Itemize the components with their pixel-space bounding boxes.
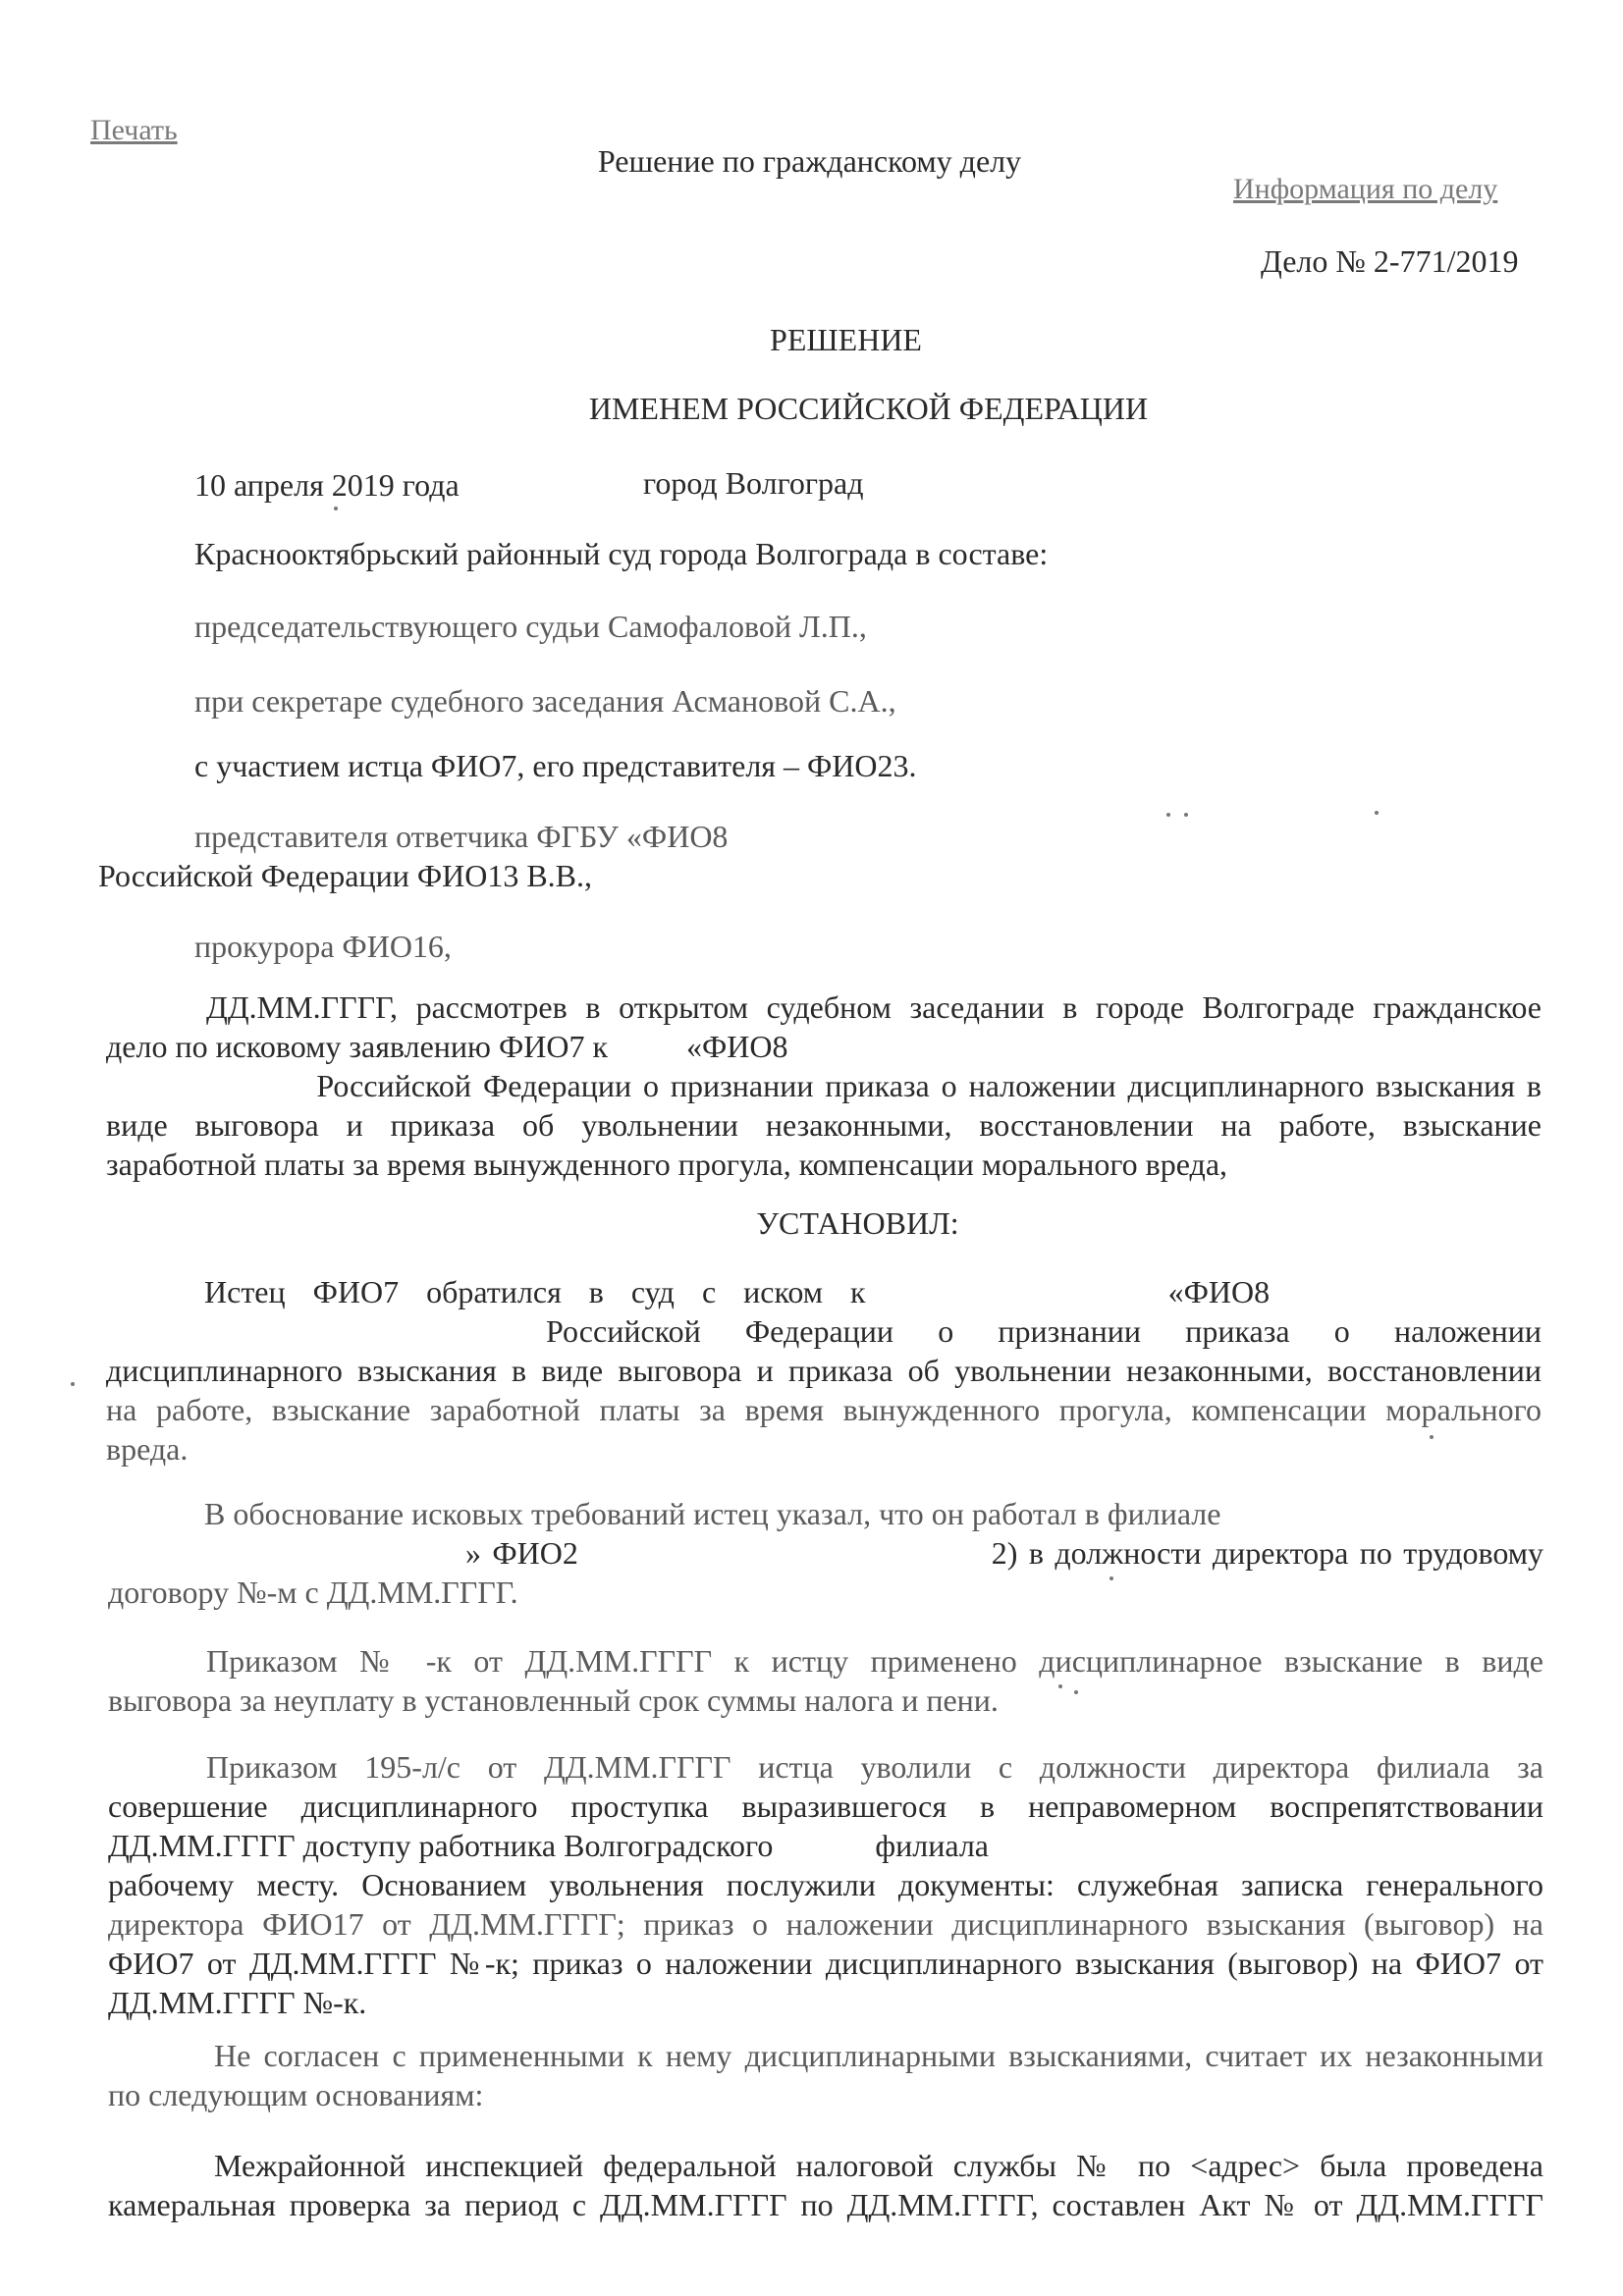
scan-speck	[1375, 811, 1379, 815]
scan-speck	[1109, 1576, 1113, 1580]
defendant-rep-line-1: представителя ответчика ФГБУ «ФИО8	[194, 819, 729, 854]
dismissal-line: директора ФИО17 от ДД.ММ.ГГГГ; приказ о наложении дисциплинарного взыскания (выговор) на	[108, 1906, 1543, 1942]
intro-paragraph	[106, 988, 1542, 1184]
inspection-line: камеральная проверка за период с ДД.ММ.ГГГГ по ДД.ММ.ГГГГ, составлен Акт № от ДД.ММ.ГГГГ	[108, 2187, 1543, 2222]
claim-line: вреда.	[106, 1431, 189, 1467]
order-reprimand-paragraph	[108, 1641, 1543, 1720]
order-reprimand-line: выговора за неуплату в установленный срок суммы налога и пени.	[108, 1682, 999, 1718]
claim-line: на работе, взыскание заработной платы за время вынужденного прогула, компенсации морального	[106, 1392, 1542, 1427]
judge-line: председательствующего судьи Самофаловой Л.П.,	[194, 609, 867, 644]
page-title: Решение по гражданскому делу	[597, 143, 1022, 179]
grounds-line: договору №-м с ДД.ММ.ГГГГ.	[108, 1575, 518, 1610]
defendant-rep-line-2: Российской Федерации ФИО13 В.В.,	[98, 858, 593, 893]
court-composition: Краснооктябрьский районный суд города Волгограда в составе:	[194, 536, 1049, 571]
scan-speck	[1166, 813, 1170, 817]
scan-speck	[1184, 813, 1188, 817]
order-reprimand-line: Приказом № -к от ДД.ММ.ГГГГ к истцу применено дисциплинарное взыскание в виде	[206, 1643, 1543, 1679]
disagreement-line: по следующим основаниям:	[108, 2077, 484, 2112]
disagreement-paragraph	[108, 2036, 1543, 2114]
intro-line: Российской Федерации о признании приказа о наложении дисциплинарного взыскания в	[106, 1068, 1542, 1103]
scan-speck	[1058, 1684, 1062, 1688]
claim-line: Истец ФИО7 обратился в суд с иском к «ФИО8	[204, 1274, 1271, 1309]
secretary-line: при секретаре судебного заседания Асмановой С.А.,	[194, 683, 896, 719]
dismissal-paragraph	[108, 1747, 1543, 2022]
intro-line: виде выговора и приказа об увольнении незаконными, восстановлении на работе, взыскание	[106, 1107, 1542, 1143]
case-number: Дело № 2-771/2019	[1261, 243, 1519, 279]
decision-date: 10 апреля 2019 года	[194, 467, 460, 503]
inspection-line: Межрайонной инспекцией федеральной налоговой службы № по <адрес> была проведена	[214, 2148, 1543, 2183]
established-heading: УСТАНОВИЛ:	[756, 1205, 959, 1241]
disagreement-line: Не согласен с примененными к нему дисциплинарными взысканиями, считает их незаконными	[214, 2038, 1543, 2073]
inspection-paragraph	[108, 2146, 1543, 2224]
dismissal-line: ФИО7 от ДД.ММ.ГГГГ №-к; приказ о наложении дисциплинарного взыскания (выговор) на ФИО7 от	[108, 1946, 1543, 1981]
grounds-paragraph	[108, 1494, 1543, 1612]
print-link[interactable]: Печать	[90, 114, 178, 146]
grounds-line: В обоснование исковых требований истец указал, что он работал в филиале	[204, 1496, 1221, 1531]
dismissal-line: рабочему месту. Основанием увольнения послужили документы: служебная записка генерального	[108, 1867, 1543, 1902]
scan-speck	[71, 1382, 75, 1386]
intro-line: ДД.ММ.ГГГГ, рассмотрев в открытом судебном заседании в городе Волгограде гражданское	[206, 989, 1542, 1025]
dismissal-line: совершение дисциплинарного проступка выразившегося в неправомерном воспрепятствовании	[108, 1789, 1543, 1824]
scan-speck	[334, 507, 338, 510]
intro-line: заработной платы за время вынужденного прогула, компенсации морального вреда,	[106, 1147, 1228, 1182]
scan-speck	[1430, 1435, 1434, 1439]
claim-line: дисциплинарного взыскания в виде выговора и приказа об увольнении незаконными, восстановлении	[106, 1353, 1542, 1388]
dismissal-line: Приказом 195-л/с от ДД.ММ.ГГГГ истца уволили с должности директора филиала за	[206, 1749, 1543, 1785]
dismissal-line: ДД.ММ.ГГГГ доступу работника Волгоградского филиала	[108, 1828, 989, 1863]
dismissal-line: ДД.ММ.ГГГГ №-к.	[108, 1985, 367, 2020]
decision-city: город Волгоград	[643, 465, 864, 501]
claim-line: Российской Федерации о признании приказа о наложении	[546, 1313, 1542, 1349]
decision-heading: РЕШЕНИЕ	[770, 322, 922, 357]
decision-subheading: ИМЕНЕМ РОССИЙСКОЙ ФЕДЕРАЦИИ	[588, 391, 1149, 426]
grounds-line: » ФИО2 2) в должности директора по трудовому	[465, 1535, 1543, 1571]
prosecutor-line: прокурора ФИО16,	[194, 929, 452, 964]
scan-speck	[1074, 1690, 1078, 1694]
claim-paragraph	[106, 1272, 1542, 1468]
case-info-link[interactable]: Информация по делу	[1233, 173, 1498, 205]
plaintiff-line: с участием истца ФИО7, его представителя – ФИО23.	[194, 748, 917, 783]
intro-line: дело по исковому заявлению ФИО7 к «ФИО8	[106, 1029, 788, 1064]
